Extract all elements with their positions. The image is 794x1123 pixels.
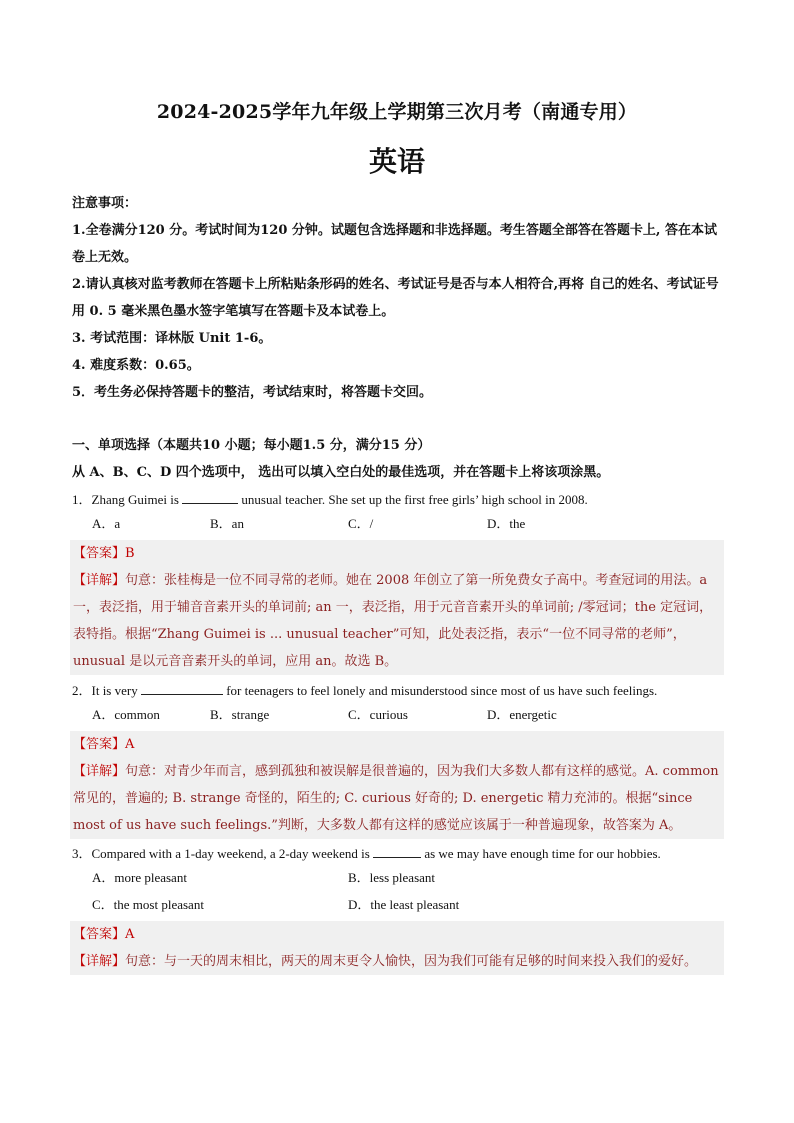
option-b: B．an bbox=[210, 516, 244, 531]
notice-item-2: 2.请认真核对监考教师在答题卡上所粘贴条形码的姓名、考试证号是否与本人相符合,再将 自己的姓名、考试证号用 0. 5 毫米黑色墨水签字笔填写在答题卡及本试卷上。 bbox=[72, 277, 719, 319]
question-3-stem bbox=[72, 840, 728, 867]
answer-value: A bbox=[125, 927, 135, 942]
detail-text bbox=[70, 758, 724, 839]
stem-after: unusual teacher. She set up the first free girls’ high school in 2008. bbox=[238, 492, 588, 507]
detail-body: 句意：与一天的周末相比，两天的周末更令人愉快，因为我们可能有足够的时间来投入我们的爱好。 bbox=[125, 954, 698, 969]
option-d: D．the least pleasant bbox=[348, 897, 460, 912]
option-b: B．strange bbox=[210, 707, 270, 722]
stem-after: for teenagers to feel lonely and misunderstood since most of us have such feelings. bbox=[222, 683, 658, 698]
answer-label: 【答案】 bbox=[73, 927, 126, 942]
stem-after: as we may have enough time for our hobbies. bbox=[421, 846, 661, 861]
option-d: D．the bbox=[487, 516, 526, 531]
subject-title: 英语 bbox=[368, 145, 425, 178]
answer-line bbox=[70, 540, 724, 567]
notice-item-3: 3. 考试范围：译林版 Unit 1-6。 bbox=[72, 331, 272, 346]
option-d: D．energetic bbox=[487, 707, 557, 722]
question-2-stem bbox=[72, 677, 728, 704]
answer-value: B bbox=[125, 546, 135, 561]
option-c: C．curious bbox=[348, 707, 408, 722]
answer-line bbox=[70, 731, 724, 758]
answer-label: 【答案】 bbox=[73, 737, 126, 752]
question-3-options-row-2 bbox=[92, 894, 728, 921]
question-1-answer-box bbox=[70, 540, 724, 675]
answer-value: A bbox=[125, 737, 135, 752]
option-a: A．more pleasant bbox=[92, 870, 187, 885]
exam-title: 2024-2025学年九年级上学期第三次月考（南通专用） bbox=[156, 101, 638, 123]
question-2-answer-box bbox=[70, 731, 724, 839]
option-a: A．a bbox=[92, 516, 121, 531]
question-2-options bbox=[92, 704, 728, 731]
notice-item-4: 4. 难度系数：0.65。 bbox=[72, 358, 200, 373]
option-b: B．less pleasant bbox=[348, 870, 436, 885]
detail-label: 【详解】 bbox=[73, 573, 126, 588]
section-instruction: 从 A、B、C、D 四个选项中， 选出可以填入空白处的最佳选项，并在答题卡上将该项涂黑。 bbox=[72, 465, 610, 480]
option-c: C．/ bbox=[348, 516, 374, 531]
detail-label: 【详解】 bbox=[73, 954, 126, 969]
question-3-answer-box bbox=[70, 921, 724, 975]
notice-item-1: 1.全卷满分120 分。考试时间为120 分钟。试题包含选择题和非选择题。考生答题全部答在答题卡上, 答在本试卷上无效。 bbox=[72, 223, 717, 265]
answer-blank bbox=[373, 845, 421, 858]
detail-text bbox=[70, 567, 724, 675]
option-c: C．the most pleasant bbox=[92, 897, 204, 912]
answer-blank bbox=[141, 682, 223, 695]
section-heading: 一、单项选择（本题共10 小题；每小题1.5 分，满分15 分） bbox=[72, 438, 431, 453]
question-3-options-row-1 bbox=[92, 867, 728, 894]
detail-body: 句意：对青少年而言，感到孤独和被误解是很普遍的，因为我们大多数人都有这样的感觉。A. common常见的，普遍的; B. strange 奇怪的，陌生的; C. curious 好奇的; D. energetic 精力充沛的。根据“since most of us have such feelings.”判断，大多数人都有这样的感觉应该属于一种普遍现象，故答案为 A。 bbox=[73, 764, 719, 833]
answer-line bbox=[70, 921, 724, 948]
notice-heading: 注意事项： bbox=[72, 196, 138, 211]
detail-body: 句意：张桂梅是一位不同寻常的老师。她在 2008 年创立了第一所免费女子高中。考查冠词的用法。a 一，表泛指，用于辅音音素开头的单词前; an 一，表泛指，用于元音音素开头的单词前; /零冠词；the 定冠词，表特指。根据“Zhang Guimei is ... unusual teacher”可知，此处表泛指，表示“一位不同寻常的老师”，unusual 是以元音音素开头的单词，应用 an。故选 B。 bbox=[73, 573, 713, 669]
option-a: A．common bbox=[92, 707, 160, 722]
answer-label: 【答案】 bbox=[73, 546, 126, 561]
question-1-options bbox=[92, 513, 728, 540]
stem-before: 2．It is very bbox=[72, 683, 141, 698]
stem-before: 3．Compared with a 1-day weekend, a 2-day weekend is bbox=[72, 846, 374, 861]
detail-text bbox=[70, 948, 724, 975]
question-1-stem bbox=[72, 486, 728, 513]
answer-blank bbox=[182, 491, 238, 504]
detail-label: 【详解】 bbox=[73, 764, 126, 779]
stem-before: 1．Zhang Guimei is bbox=[72, 492, 183, 507]
notice-item-5: 5．考生务必保持答题卡的整洁，考试结束时，将答题卡交回。 bbox=[72, 385, 433, 400]
